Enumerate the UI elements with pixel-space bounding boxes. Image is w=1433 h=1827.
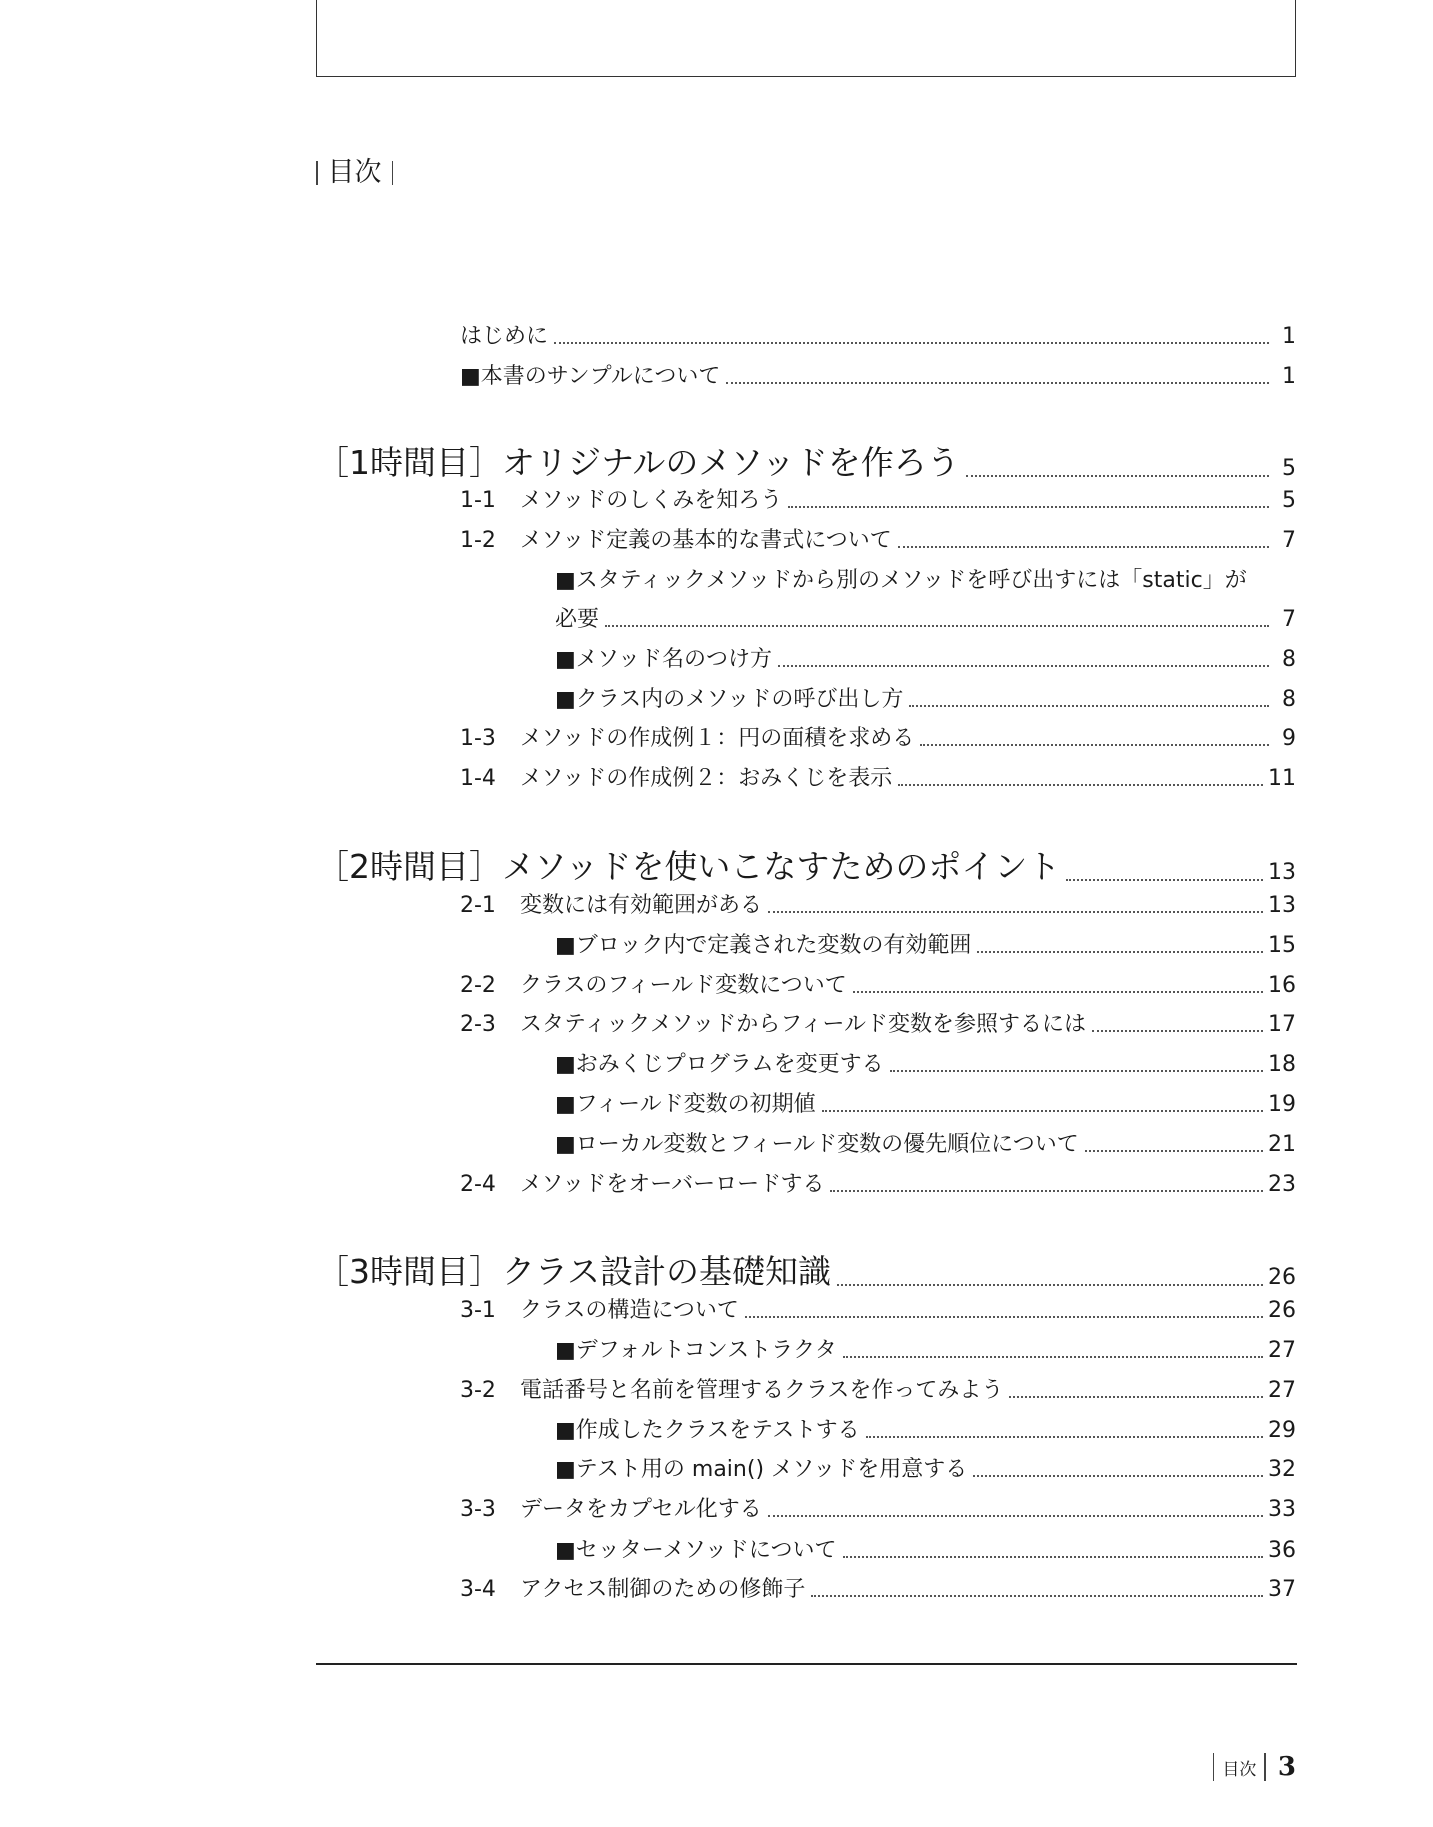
dot-leader (977, 951, 1263, 953)
section-number: 2-4 (460, 1172, 496, 1197)
toc-page-number: 18 (1268, 1052, 1296, 1077)
toc-subsection[interactable] (555, 1336, 1296, 1366)
toc-entry-text: 電話番号と名前を管理するクラスを作ってみよう (520, 1378, 1004, 1403)
toc-page-number: 27 (1268, 1338, 1296, 1363)
toc-page-number: 17 (1268, 1012, 1296, 1037)
toc-entry-text: メソッド定義の基本的な書式について (520, 528, 892, 553)
dot-leader (843, 1556, 1264, 1558)
toc-entry-text: ■ブロック内で定義された変数の有効範囲 (555, 933, 972, 958)
section-number: 2-1 (460, 893, 496, 918)
toc-section[interactable] (460, 1376, 1296, 1406)
toc-heading (316, 153, 403, 193)
section-number: 3-4 (460, 1577, 496, 1602)
toc-page-number: 33 (1268, 1497, 1296, 1522)
toc-page-number: 7 (1282, 528, 1296, 553)
dot-leader (1092, 1030, 1263, 1032)
toc-subsection[interactable] (555, 645, 1296, 675)
section-number: 3-3 (460, 1497, 496, 1522)
toc-chapter[interactable] (316, 845, 1296, 889)
toc-page-number: 27 (1268, 1378, 1296, 1403)
section-number: 1-4 (460, 766, 496, 791)
toc-entry-text: メソッドのしくみを知ろう (520, 488, 783, 513)
toc-page-number: 23 (1268, 1172, 1296, 1197)
toc-entry-text: ［3時間目］クラス設計の基礎知識 (316, 1252, 832, 1291)
toc-subsection[interactable] (555, 1130, 1296, 1160)
toc-entry-text: ■テスト用の main() メソッドを用意する (555, 1457, 968, 1482)
toc-entry-text: はじめに (460, 324, 549, 349)
dot-leader (866, 1436, 1263, 1438)
heading-bar-right (392, 161, 394, 185)
toc-entry-text: ■フィールド変数の初期値 (555, 1092, 816, 1117)
toc-subsection[interactable] (555, 1455, 1296, 1485)
toc-page-number: 37 (1268, 1577, 1296, 1602)
section-number: 2-2 (460, 973, 496, 998)
dot-leader (778, 665, 1269, 667)
dot-leader (973, 1475, 1263, 1477)
dot-leader (843, 1356, 1263, 1358)
toc-entry-text: ［2時間目］メソッドを使いこなすためのポイント (316, 847, 1061, 886)
dot-leader (811, 1595, 1263, 1597)
toc-entry-text: ［1時間目］オリジナルのメソッドを作ろう (316, 443, 960, 482)
toc-entry-text: クラスのフィールド変数について (520, 973, 847, 998)
toc-chapter[interactable] (316, 441, 1296, 485)
toc-page-number: 16 (1268, 973, 1296, 998)
toc-entry-text: メソッドの作成例２：おみくじを表示 (520, 766, 893, 791)
dot-leader (1066, 879, 1263, 881)
toc-entry-text: ■ローカル変数とフィールド変数の優先順位について (555, 1132, 1079, 1157)
footer-label: 目次 (1222, 1759, 1257, 1780)
toc-chapter[interactable] (316, 1250, 1296, 1294)
toc-section[interactable] (460, 1575, 1296, 1605)
toc-section[interactable] (460, 724, 1296, 754)
heading-bar-left (316, 161, 318, 185)
toc-entry-text: ■おみくじプログラムを変更する (555, 1052, 884, 1077)
toc-subsection[interactable] (555, 1090, 1296, 1120)
toc-subsection[interactable] (555, 1416, 1296, 1446)
dot-leader (726, 382, 1269, 384)
dot-leader (554, 342, 1269, 344)
toc-section[interactable] (460, 1296, 1296, 1326)
toc-page-number: 8 (1282, 687, 1296, 712)
toc-entry-text: 必要 (555, 607, 600, 632)
toc-section[interactable] (460, 1170, 1296, 1200)
toc-entry-text: ■セッターメソッドについて (555, 1538, 837, 1563)
toc-front-matter[interactable] (460, 322, 1296, 352)
toc-heading-text: 目次 (327, 157, 382, 188)
dot-leader (898, 546, 1269, 548)
section-number: 2-3 (460, 1012, 496, 1037)
toc-entry-text: クラスの構造について (520, 1298, 739, 1323)
toc-entry-text: ■クラス内のメソッドの呼び出し方 (555, 687, 904, 712)
dot-leader (605, 625, 1269, 627)
toc-page-number: 15 (1268, 933, 1296, 958)
header-frame-box (316, 0, 1296, 77)
toc-page-number: 8 (1282, 647, 1296, 672)
toc-section[interactable] (460, 1010, 1296, 1040)
toc-entry-text: データをカプセル化する (520, 1497, 762, 1522)
dot-leader (1009, 1396, 1263, 1398)
toc-entry-text: ■スタティックメソッドから別のメソッドを呼び出すには「static」が (555, 568, 1247, 593)
toc-section[interactable] (460, 971, 1296, 1001)
page-number: 3 (1277, 1752, 1296, 1782)
dot-leader (909, 705, 1269, 707)
toc-subsection[interactable] (555, 685, 1296, 715)
toc-entry-text: ■本書のサンプルについて (460, 364, 721, 389)
toc-subsection[interactable] (555, 1536, 1296, 1566)
toc-page-number: 5 (1282, 488, 1296, 513)
toc-subsection[interactable] (555, 605, 1296, 635)
toc-subsection[interactable] (555, 1050, 1296, 1080)
toc-entry-text: ■作成したクラスをテストする (555, 1418, 860, 1443)
dot-leader (768, 911, 1263, 913)
toc-page-number: 29 (1268, 1418, 1296, 1443)
bottom-rule (316, 1663, 1297, 1665)
toc-page-number: 13 (1268, 860, 1296, 885)
toc-section[interactable] (460, 1495, 1296, 1525)
toc-page-number: 7 (1282, 607, 1296, 632)
dot-leader (966, 475, 1269, 477)
dot-leader (837, 1284, 1263, 1286)
toc-page-number: 21 (1268, 1132, 1296, 1157)
toc-section[interactable] (460, 486, 1296, 516)
toc-page-number: 1 (1282, 364, 1296, 389)
toc-page-number: 9 (1282, 726, 1296, 751)
dot-leader (768, 1515, 1263, 1517)
dot-leader (788, 506, 1269, 508)
dot-leader (822, 1110, 1263, 1112)
toc-section[interactable] (460, 526, 1296, 556)
toc-front-matter[interactable] (460, 362, 1296, 392)
section-number: 1-1 (460, 488, 496, 513)
toc-page-number: 1 (1282, 324, 1296, 349)
dot-leader (920, 744, 1269, 746)
dot-leader (1085, 1150, 1263, 1152)
toc-subsection[interactable] (555, 931, 1296, 961)
toc-page-number: 19 (1268, 1092, 1296, 1117)
toc-page-number: 26 (1268, 1265, 1296, 1290)
toc-entry-text: スタティックメソッドからフィールド変数を参照するには (520, 1012, 1087, 1037)
toc-page-number: 26 (1268, 1298, 1296, 1323)
toc-entry-text: ■デフォルトコンストラクタ (555, 1338, 837, 1363)
toc-entry-text: メソッドの作成例１：円の面積を求める (520, 726, 915, 751)
toc-entry-text: 変数には有効範囲がある (520, 893, 763, 918)
toc-section[interactable] (460, 891, 1296, 921)
footer-bar-left (1213, 1753, 1215, 1781)
toc-page-number: 32 (1268, 1457, 1296, 1482)
footer-bar-right (1264, 1753, 1266, 1781)
toc-entry-text: アクセス制御のための修飾子 (520, 1577, 806, 1602)
toc-page-number: 5 (1282, 456, 1296, 481)
dot-leader (890, 1070, 1263, 1072)
section-number: 1-3 (460, 726, 496, 751)
page-footer (1213, 1752, 1296, 1782)
dot-leader (853, 991, 1263, 993)
toc-section[interactable] (460, 764, 1296, 794)
dot-leader (898, 784, 1263, 786)
dot-leader (745, 1316, 1263, 1318)
section-number: 1-2 (460, 528, 496, 553)
section-number: 3-1 (460, 1298, 496, 1323)
toc-entry-text: メソッドをオーバーロードする (520, 1172, 825, 1197)
dot-leader (830, 1190, 1263, 1192)
toc-page-number: 11 (1268, 766, 1296, 791)
toc-entry-text: ■メソッド名のつけ方 (555, 647, 773, 672)
toc-page-number: 36 (1268, 1538, 1296, 1563)
section-number: 3-2 (460, 1378, 496, 1403)
toc-page-number: 13 (1268, 893, 1296, 918)
